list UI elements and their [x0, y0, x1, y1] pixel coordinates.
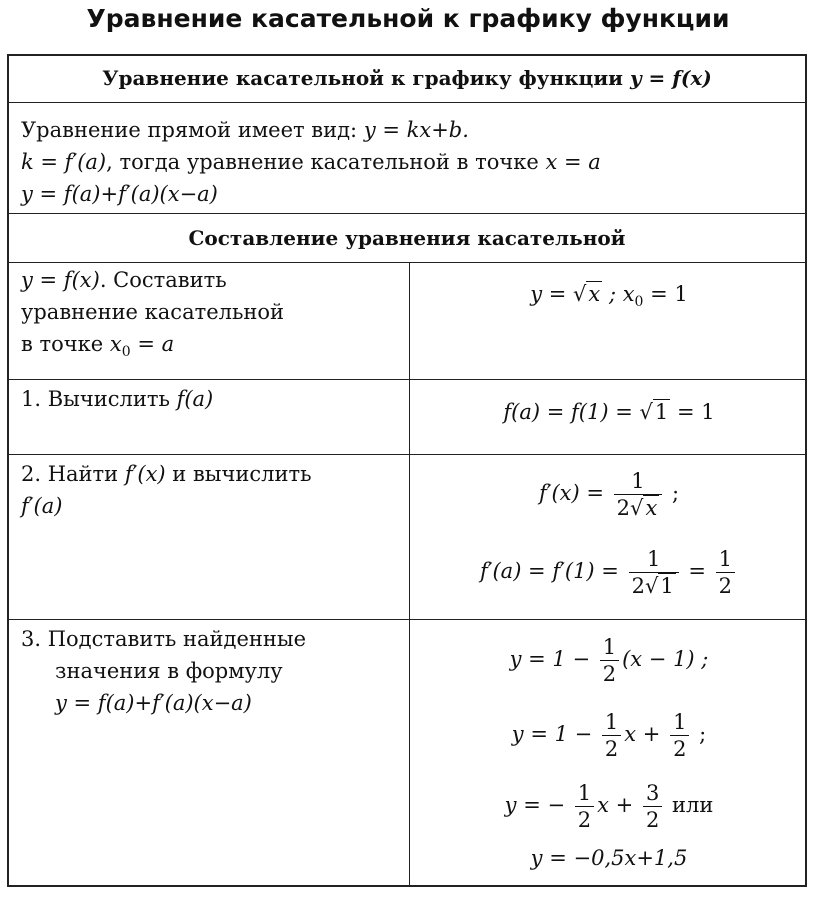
example-function: y = √x ; $x_0 = 1$ — [530, 282, 688, 311]
tangent-formula: y = f(a)+f′(a)(x−a) — [21, 182, 218, 206]
slope-definition: k = f′(a), тогда уравнение касательной в точке x = a — [21, 150, 601, 174]
row-divider — [9, 379, 805, 380]
section2-header: Составление уравнения касательной — [188, 226, 626, 250]
page-title: Уравнение касательной к графику функции — [86, 4, 730, 33]
fraction: $\frac{1}{2√1}$ — [629, 546, 679, 599]
section1-header: Уравнение касательной к графику функции y = f(x) — [102, 66, 712, 90]
fraction: $\frac{3}{2}$ — [643, 780, 662, 833]
fraction: $\frac{1}{2}$ — [600, 634, 619, 687]
step-3-text: 3. Подставить найденные значения в формулу y = f(a)+f′(a)(x−a) — [21, 627, 307, 715]
row-divider — [9, 213, 805, 214]
tangent-table — [7, 54, 807, 887]
tangent-equation-2: y = 1 − $\frac{1}{2}$ x + $\frac{1}{2}$ ; — [511, 710, 707, 761]
step-1-text: 1. Вычислить f(a) — [21, 387, 214, 411]
step-1-result: f(a) = f(1) = √1 = 1 — [503, 400, 715, 424]
tangent-equation-1: y = 1 − $\frac{1}{2}$ (x − 1) ; — [509, 635, 709, 686]
row-divider — [9, 454, 805, 455]
tangent-equation-final: y = −0,5x+1,5 — [530, 846, 688, 870]
row-divider — [9, 262, 805, 263]
tangent-equation-3: y = − $\frac{1}{2}$ x + $\frac{3}{2}$ или — [504, 781, 714, 832]
step-2-text: 2. Найти f′(x) и вычислить f′(a) — [21, 462, 312, 518]
task-statement: y = f(x). Составить уравнение касательной в точке $x_0 = a$ — [21, 268, 285, 361]
derivative-formula: f′(x) = $\frac{1}{2√x}$ ; — [538, 469, 680, 520]
derivative-value: f′(a) = f′(1) = $\frac{1}{2√1}$ = $\frac{1}{2}$ — [409, 546, 809, 599]
fraction: $\frac{1}{2√x}$ — [614, 468, 663, 521]
fraction: $\frac{1}{2}$ — [575, 780, 594, 833]
sqrt-symbol: √1 — [639, 400, 669, 424]
fraction: $\frac{1}{2}$ — [716, 546, 735, 599]
line-equation-form: Уравнение прямой имеет вид: y = kx+b. — [21, 118, 469, 142]
fraction: $\frac{1}{2}$ — [670, 709, 689, 762]
row-divider — [9, 102, 805, 103]
section1-body — [9, 114, 805, 210]
sqrt-symbol: √x — [573, 282, 601, 306]
fraction: $\frac{1}{2}$ — [602, 709, 621, 762]
row-divider — [9, 619, 805, 620]
